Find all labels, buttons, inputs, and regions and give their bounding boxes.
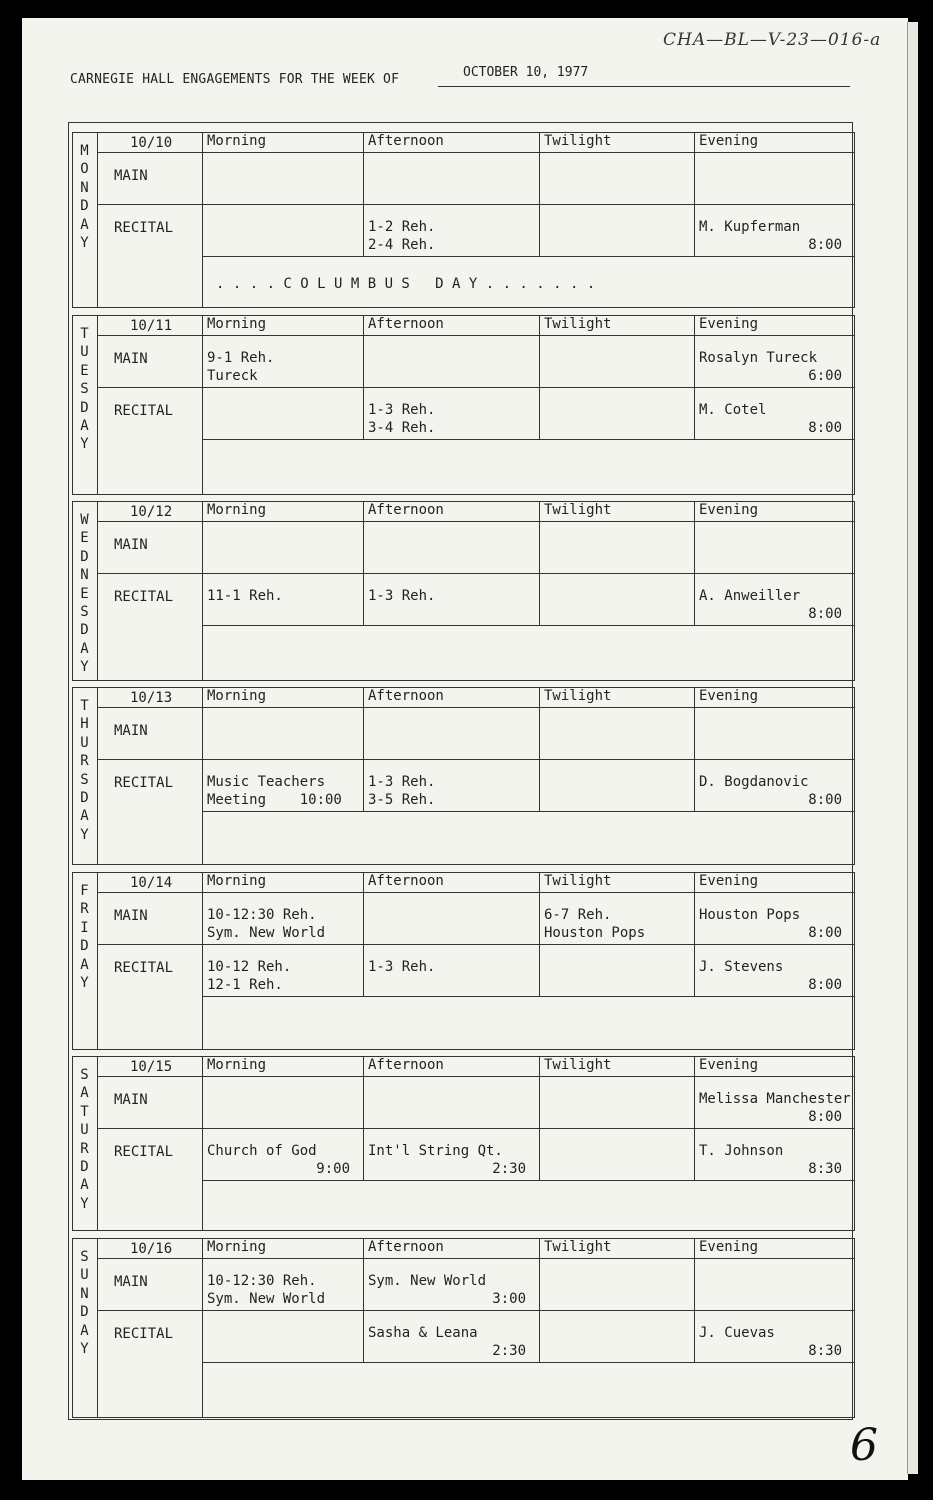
day-name-letter: S xyxy=(80,381,89,398)
column-header-evening: Evening xyxy=(699,1057,759,1073)
row-label-main: MAIN xyxy=(114,537,148,553)
recital-afternoon-entry: 1-3 Reh. 3-4 Reh. xyxy=(368,402,436,436)
recital-afternoon-entry: 1-3 Reh. 3-5 Reh. xyxy=(368,774,436,808)
column-header-evening: Evening xyxy=(699,688,759,704)
day-block xyxy=(72,132,855,308)
day-block xyxy=(72,872,855,1050)
day-name-letter: D xyxy=(80,622,89,639)
column-header-afternoon: Afternoon xyxy=(368,133,444,149)
column-divider xyxy=(539,132,540,256)
recital-afternoon-time: 2:30 xyxy=(492,1343,526,1359)
column-header-twilight: Twilight xyxy=(544,873,612,889)
column-header-afternoon: Afternoon xyxy=(368,316,444,332)
column-divider xyxy=(202,687,203,865)
header-row-divider xyxy=(98,707,855,708)
row-label-main: MAIN xyxy=(114,723,148,739)
column-divider xyxy=(694,872,695,996)
column-divider xyxy=(363,687,364,811)
recital-evening-entry: D. Bogdanovic xyxy=(699,774,809,790)
recital-evening-entry: M. Kupferman xyxy=(699,219,801,235)
row-label-main: MAIN xyxy=(114,351,148,367)
column-divider xyxy=(694,315,695,439)
day-name-vertical xyxy=(72,501,98,681)
day-name-letter: S xyxy=(80,604,89,621)
column-header-afternoon: Afternoon xyxy=(368,1057,444,1073)
column-divider xyxy=(363,132,364,256)
header-row-divider xyxy=(98,521,855,522)
day-name-letter: Y xyxy=(80,1341,89,1358)
row-divider xyxy=(202,811,855,812)
recital-morning-entry: Church of God xyxy=(207,1143,317,1159)
column-header-morning: Morning xyxy=(207,688,267,704)
day-name-letter: Y xyxy=(80,436,89,453)
row-divider xyxy=(202,996,855,997)
column-divider xyxy=(202,501,203,681)
day-name-letter: S xyxy=(80,1067,89,1083)
page-edge xyxy=(907,22,918,1474)
recital-morning-time: 9:00 xyxy=(316,1161,350,1177)
main-afternoon-time: 3:00 xyxy=(492,1291,526,1307)
main-twilight-entry: 6-7 Reh. Houston Pops xyxy=(544,907,646,941)
column-header-afternoon: Afternoon xyxy=(368,873,444,889)
recital-evening-time: 8:00 xyxy=(808,792,842,808)
day-name-letter: F xyxy=(80,883,89,899)
row-divider xyxy=(98,573,855,574)
day-name-letter: A xyxy=(80,1085,89,1102)
day-name-letter: E xyxy=(80,585,89,602)
row-divider xyxy=(202,1180,855,1181)
day-name-letter: D xyxy=(80,548,89,565)
row-divider xyxy=(98,204,855,205)
day-name-letter: T xyxy=(80,698,89,714)
day-name-letter: R xyxy=(80,1140,89,1157)
day-name-letter: E xyxy=(80,362,89,379)
column-divider xyxy=(539,687,540,811)
recital-evening-entry: A. Anweiller xyxy=(699,588,801,604)
main-morning-entry: 9-1 Reh. Tureck xyxy=(207,350,275,384)
day-date: 10/14 xyxy=(130,875,173,891)
day-date: 10/13 xyxy=(130,690,173,706)
column-divider xyxy=(363,315,364,439)
main-evening-entry: Rosalyn Tureck xyxy=(699,350,818,366)
column-header-afternoon: Afternoon xyxy=(368,688,444,704)
day-name-vertical xyxy=(72,1056,98,1231)
day-name-letter: R xyxy=(80,901,89,918)
column-divider xyxy=(202,315,203,495)
main-evening-time: 6:00 xyxy=(808,368,842,384)
column-divider xyxy=(363,1056,364,1180)
recital-afternoon-entry: 1-3 Reh. xyxy=(368,959,436,975)
day-name-letter: R xyxy=(80,753,89,770)
recital-evening-time: 8:00 xyxy=(808,237,842,253)
day-date: 10/15 xyxy=(130,1059,173,1075)
row-divider xyxy=(98,1310,855,1311)
row-divider xyxy=(98,1128,855,1129)
day-name-vertical xyxy=(72,132,98,308)
column-divider xyxy=(694,1238,695,1362)
recital-morning-entry: 11-1 Reh. xyxy=(207,588,283,604)
recital-afternoon-entry: 1-3 Reh. xyxy=(368,588,436,604)
row-divider xyxy=(202,1362,855,1363)
row-divider xyxy=(98,387,855,388)
day-name-letter: A xyxy=(80,418,89,435)
column-divider xyxy=(539,1238,540,1362)
day-block xyxy=(72,1238,855,1418)
day-name-letter: D xyxy=(80,198,89,215)
day-name-letter: T xyxy=(80,1103,89,1120)
column-divider xyxy=(694,132,695,256)
day-name-letter: U xyxy=(80,344,89,361)
column-header-evening: Evening xyxy=(699,1239,759,1255)
row-divider xyxy=(202,439,855,440)
day-block xyxy=(72,501,855,681)
day-name-letter: H xyxy=(80,716,89,733)
day-name-letter: M xyxy=(80,143,89,159)
column-header-afternoon: Afternoon xyxy=(368,502,444,518)
row-divider xyxy=(202,256,855,257)
header-underline xyxy=(438,86,850,87)
column-header-evening: Evening xyxy=(699,502,759,518)
row-divider xyxy=(98,759,855,760)
day-name-vertical xyxy=(72,1238,98,1418)
day-name-vertical xyxy=(72,315,98,495)
header-row-divider xyxy=(98,1258,855,1259)
column-header-twilight: Twilight xyxy=(544,316,612,332)
day-name-letter: D xyxy=(80,790,89,807)
day-name-letter: D xyxy=(80,1159,89,1176)
day-name-vertical xyxy=(72,872,98,1050)
column-header-morning: Morning xyxy=(207,1239,267,1255)
day-name-letter: A xyxy=(80,640,89,657)
column-header-twilight: Twilight xyxy=(544,1057,612,1073)
row-label-main: MAIN xyxy=(114,1274,148,1290)
header-date: OCTOBER 10, 1977 xyxy=(463,65,589,80)
row-label-recital: RECITAL xyxy=(114,1144,174,1160)
header-label: CARNEGIE HALL ENGAGEMENTS FOR THE WEEK OF xyxy=(70,72,400,87)
column-divider xyxy=(363,501,364,625)
recital-evening-time: 8:00 xyxy=(808,420,842,436)
header-row-divider xyxy=(98,892,855,893)
column-divider xyxy=(363,872,364,996)
day-name-letter: D xyxy=(80,1304,89,1321)
main-evening-time: 8:00 xyxy=(808,925,842,941)
day-block xyxy=(72,1056,855,1231)
recital-afternoon-entry: Int'l String Qt. xyxy=(368,1143,503,1159)
day-name-letter: S xyxy=(80,771,89,788)
day-date: 10/12 xyxy=(130,504,173,520)
day-name-letter: A xyxy=(80,1322,89,1339)
day-block xyxy=(72,687,855,865)
row-label-recital: RECITAL xyxy=(114,403,174,419)
column-divider xyxy=(202,1056,203,1231)
catalog-id: CHA—BL—V-23—016-a xyxy=(663,30,882,50)
day-name-letter: S xyxy=(80,1249,89,1265)
column-divider xyxy=(694,1056,695,1180)
day-name-letter: D xyxy=(80,399,89,416)
column-header-evening: Evening xyxy=(699,873,759,889)
main-afternoon-entry: Sym. New World xyxy=(368,1273,487,1289)
column-divider xyxy=(539,315,540,439)
column-header-morning: Morning xyxy=(207,133,267,149)
main-morning-entry: 10-12:30 Reh. Sym. New World xyxy=(207,1273,326,1307)
day-name-letter: O xyxy=(80,161,89,178)
day-name-letter: Y xyxy=(80,235,89,252)
day-name-letter: A xyxy=(80,956,89,973)
day-name-letter: U xyxy=(80,1267,89,1284)
recital-evening-entry: M. Cotel xyxy=(699,402,767,418)
column-header-twilight: Twilight xyxy=(544,502,612,518)
recital-evening-entry: J. Stevens xyxy=(699,959,784,975)
day-name-letter: Y xyxy=(80,659,89,676)
day-name-letter: A xyxy=(80,1177,89,1194)
main-evening-entry: Houston Pops xyxy=(699,907,801,923)
day-name-letter: T xyxy=(80,326,89,342)
recital-evening-time: 8:30 xyxy=(808,1161,842,1177)
main-evening-entry: Melissa Manchester xyxy=(699,1091,851,1107)
day-name-letter: N xyxy=(80,567,89,584)
day-date: 10/16 xyxy=(130,1241,173,1257)
recital-morning-entry: Music Teachers Meeting 10:00 xyxy=(207,774,342,808)
column-divider xyxy=(202,132,203,308)
recital-evening-entry: T. Johnson xyxy=(699,1143,784,1159)
recital-afternoon-time: 2:30 xyxy=(492,1161,526,1177)
day-name-vertical xyxy=(72,687,98,865)
day-date: 10/10 xyxy=(130,135,173,151)
column-header-twilight: Twilight xyxy=(544,688,612,704)
recital-evening-time: 8:00 xyxy=(808,606,842,622)
row-divider xyxy=(98,944,855,945)
day-name-letter: A xyxy=(80,808,89,825)
row-label-recital: RECITAL xyxy=(114,589,174,605)
day-name-letter: Y xyxy=(80,975,89,992)
column-header-twilight: Twilight xyxy=(544,133,612,149)
row-label-main: MAIN xyxy=(114,168,148,184)
row-label-recital: RECITAL xyxy=(114,1326,174,1342)
day-name-letter: U xyxy=(80,1122,89,1139)
day-block xyxy=(72,315,855,495)
day-name-letter: Y xyxy=(80,1195,89,1212)
column-divider xyxy=(363,1238,364,1362)
header-row-divider xyxy=(98,152,855,153)
day-name-letter: Y xyxy=(80,826,89,843)
page-number: 6 xyxy=(850,1420,878,1471)
main-morning-entry: 10-12:30 Reh. Sym. New World xyxy=(207,907,326,941)
recital-morning-entry: 10-12 Reh. 12-1 Reh. xyxy=(207,959,292,993)
row-label-recital: RECITAL xyxy=(114,775,174,791)
column-header-evening: Evening xyxy=(699,133,759,149)
row-label-main: MAIN xyxy=(114,908,148,924)
column-divider xyxy=(539,1056,540,1180)
column-divider xyxy=(694,687,695,811)
day-date: 10/11 xyxy=(130,318,173,334)
column-divider xyxy=(202,872,203,1050)
column-header-morning: Morning xyxy=(207,502,267,518)
row-label-main: MAIN xyxy=(114,1092,148,1108)
day-name-letter: D xyxy=(80,938,89,955)
row-label-recital: RECITAL xyxy=(114,960,174,976)
column-divider xyxy=(539,501,540,625)
header-row-divider xyxy=(98,335,855,336)
row-divider xyxy=(202,625,855,626)
header-row-divider xyxy=(98,1076,855,1077)
column-divider xyxy=(694,501,695,625)
column-header-morning: Morning xyxy=(207,316,267,332)
column-header-twilight: Twilight xyxy=(544,1239,612,1255)
column-divider xyxy=(202,1238,203,1418)
column-header-morning: Morning xyxy=(207,873,267,889)
column-divider xyxy=(539,872,540,996)
main-evening-time: 8:00 xyxy=(808,1109,842,1125)
column-header-evening: Evening xyxy=(699,316,759,332)
recital-afternoon-entry: 1-2 Reh. 2-4 Reh. xyxy=(368,219,436,253)
day-name-letter: I xyxy=(80,919,89,936)
day-name-letter: W xyxy=(80,512,89,528)
day-name-letter: N xyxy=(80,179,89,196)
recital-evening-entry: J. Cuevas xyxy=(699,1325,775,1341)
day-name-letter: E xyxy=(80,530,89,547)
day-name-letter: U xyxy=(80,734,89,751)
holiday-note: . . . . C O L U M B U S D A Y . . . . . . . xyxy=(216,276,596,292)
column-header-afternoon: Afternoon xyxy=(368,1239,444,1255)
recital-afternoon-entry: Sasha & Leana xyxy=(368,1325,478,1341)
column-header-morning: Morning xyxy=(207,1057,267,1073)
day-name-letter: A xyxy=(80,216,89,233)
row-label-recital: RECITAL xyxy=(114,220,174,236)
day-name-letter: N xyxy=(80,1285,89,1302)
recital-evening-time: 8:00 xyxy=(808,977,842,993)
recital-evening-time: 8:30 xyxy=(808,1343,842,1359)
